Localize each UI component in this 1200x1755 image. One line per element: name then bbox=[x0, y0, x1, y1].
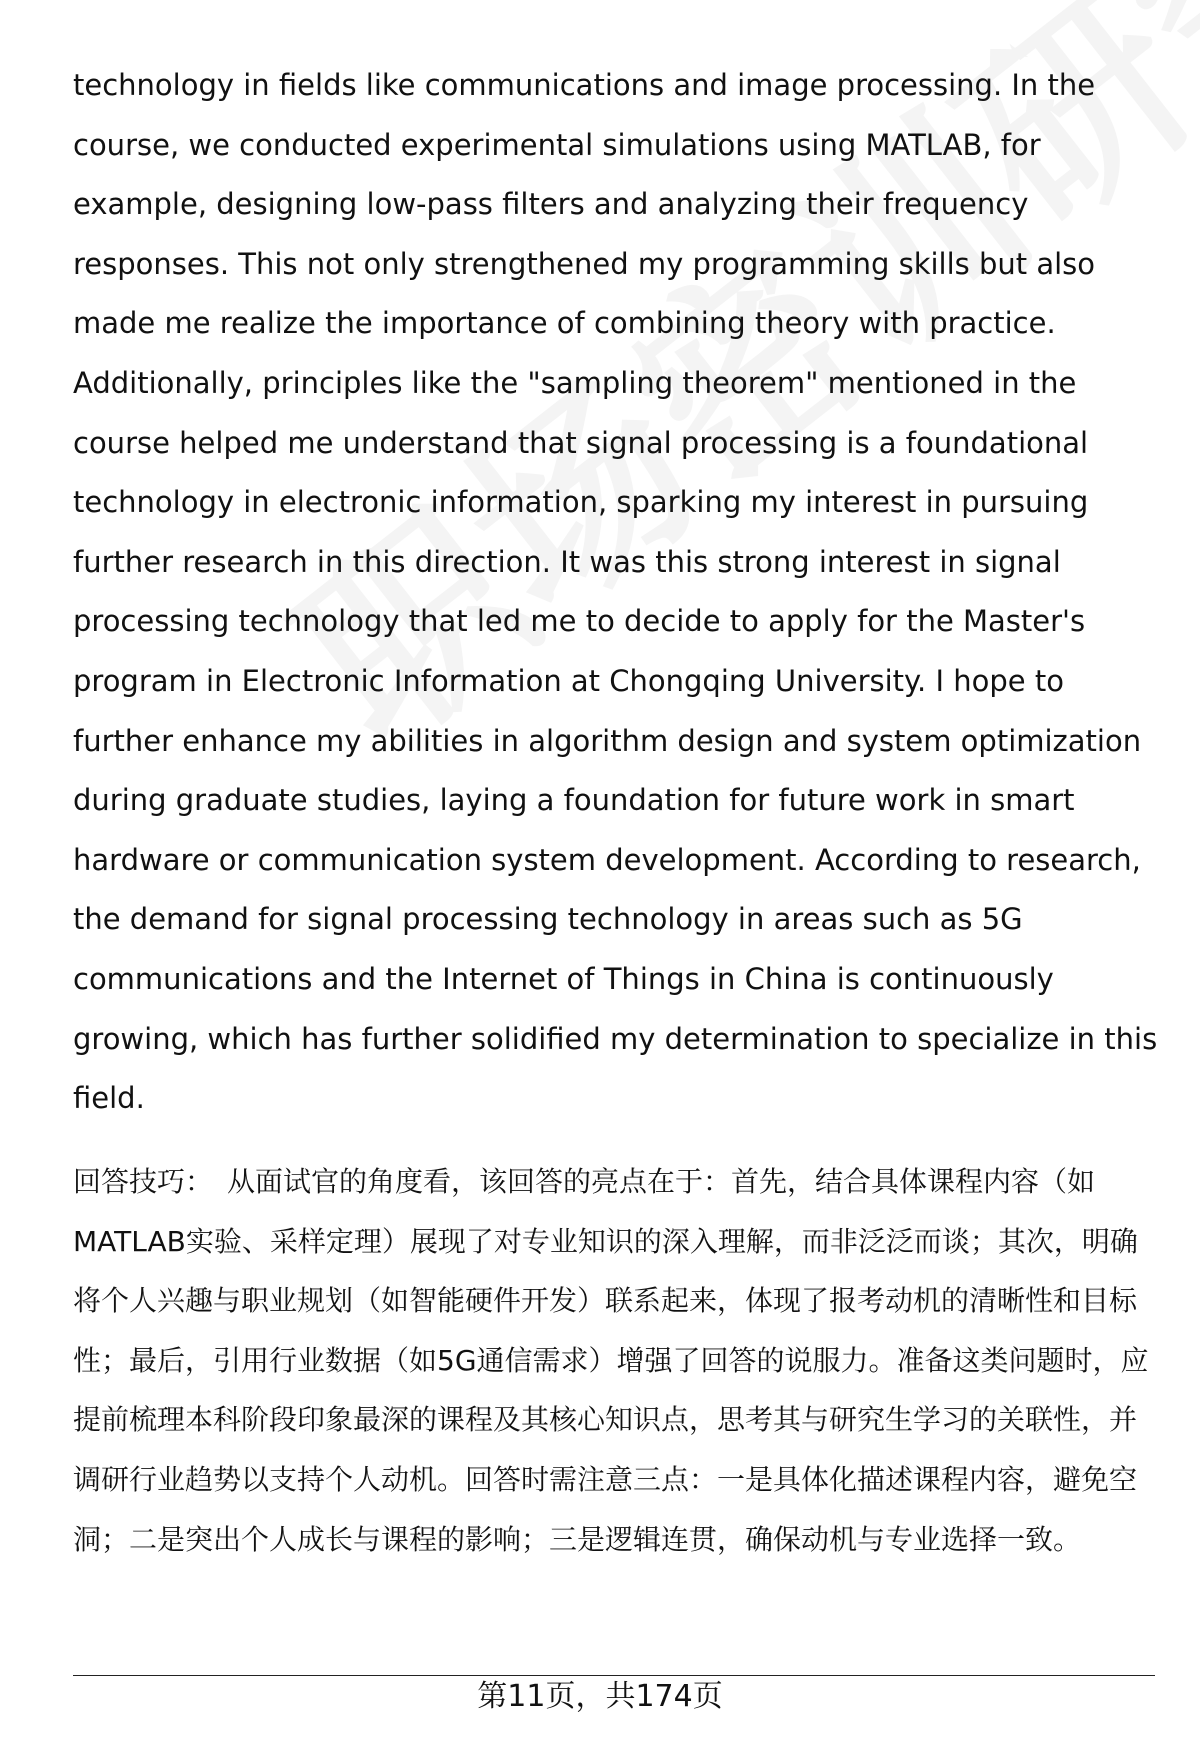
footer-divider bbox=[73, 1675, 1155, 1676]
english-answer-block bbox=[73, 56, 1163, 1129]
answer-tips-label: 回答技巧： bbox=[73, 1165, 214, 1198]
page-number: 第11页，共174页 bbox=[477, 1679, 723, 1714]
answer-tips-block bbox=[73, 1152, 1163, 1569]
answer-tips-paragraph bbox=[73, 1152, 1163, 1569]
english-answer-paragraph: technology in fields like communications and image processing. In the course, we conducted experimental simulations using MATLAB, for example, designing low-pass filters and analyzing their frequency responses. This not only strengthened my programming skills but also made me realize the importance of combining theory with practice. Additionally, principles like the "sampling theorem" mentioned in the course helped me understand that signal processing is a foundational technology in electronic information, sparking my interest in pursuing further research in this direction. It was this strong interest in signal processing technology that led me to decide to apply for the Master's program in Electronic Information at Chongqing University. I hope to further enhance my abilities in algorithm design and system optimization during graduate studies, laying a foundation for future work in smart hardware or communication system development. According to research, the demand for signal processing technology in areas such as 5G communications and the Internet of Things in China is continuously growing, which has further solidified my determination to specialize in this field. bbox=[73, 68, 1158, 1116]
answer-tips-text: 从面试官的角度看，该回答的亮点在于：首先，结合具体课程内容（如MATLAB实验、采样定理）展现了对专业知识的深入理解，而非泛泛而谈；其次，明确将个人兴趣与职业规划（如智能硬件开发）联系起来，体现了报考动机的清晰性和目标性；最后，引用行业数据（如5G通信需求）增强了回答的说服力。准备这类问题时，应提前梳理本科阶段印象最深的课程及其核心知识点，思考其与研究生学习的关联性，并调研行业趋势以支持个人动机。回答时需注意三点：一是具体化描述课程内容，避免空洞；二是突出个人成长与课程的影响；三是逻辑连贯，确保动机与专业选择一致。 bbox=[73, 1165, 1149, 1556]
